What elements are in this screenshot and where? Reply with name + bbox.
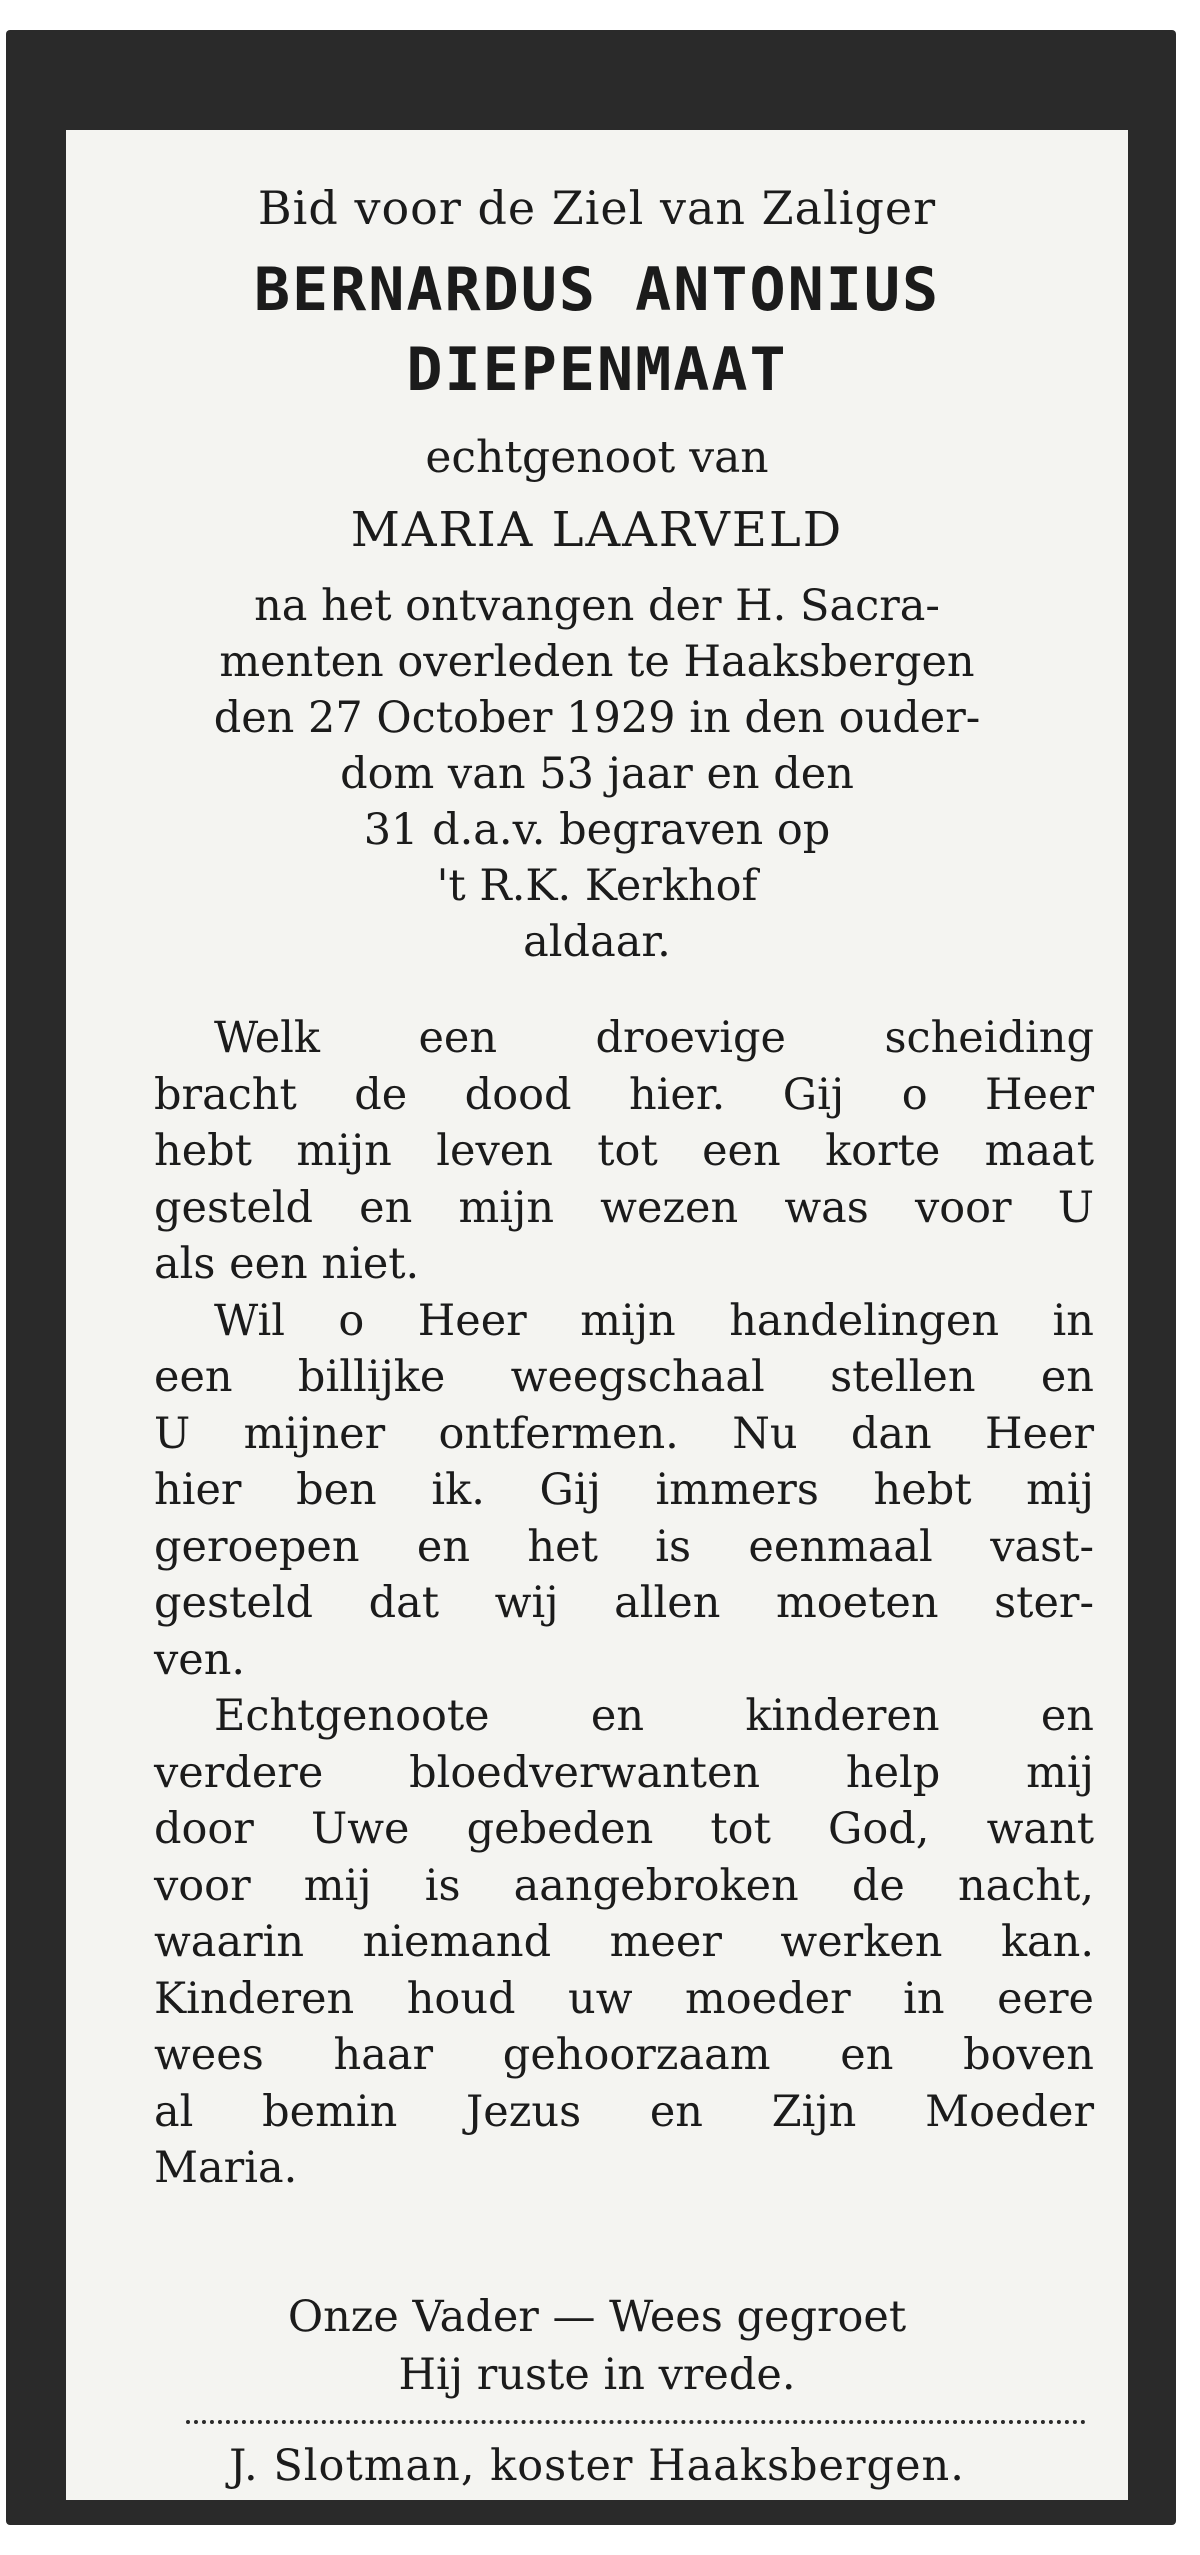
paragraph-line: door Uwe gebeden tot God, want [154,1804,1094,1854]
death-line: 't R.K. Kerkhof [436,861,758,911]
death-line: na het ontvangen der H. Sacra- [254,581,940,631]
paragraph-line: als een niet. [154,1239,420,1289]
paragraph-line: een billijke weegschaal stellen en [154,1352,1094,1402]
paragraph-line: Wil o Heer mijn handelingen in [214,1295,1094,1346]
paragraph-line: geroepen en het is eenmaal vast- [154,1521,1094,1572]
paragraph-line: gesteld dat wij allen moeten ster- [154,1578,1094,1628]
printer-credit: J. Slotman, koster Haaksbergen. [229,2441,965,2491]
death-line: dom van 53 jaar en den [340,749,854,799]
spouse-name: MARIA LAARVELD [350,502,844,558]
paragraph-line: Welk een droevige scheiding [214,1013,1094,1063]
paragraph-line: al bemin Jezus en Zijn Moeder [154,2086,1094,2137]
death-line: den 27 October 1929 in den ouder- [213,693,981,743]
paragraph-line: waarin niemand meer werken kan. [154,1917,1094,1967]
death-notice [66,578,1128,970]
paragraph-line: Kinderen houd uw moeder in eere [154,1973,1094,2024]
prayer-names: Onze Vader — Wees gegroet [287,2292,907,2342]
paragraph-line: gesteld en mijn wezen was voor U [154,1182,1094,1233]
prayer-text [154,1010,1094,2197]
intro-line: Bid voor de Ziel van Zaliger [257,181,937,235]
paragraph-line: bracht de dood hier. Gij o Heer [154,1069,1094,1120]
rest-in-peace: Hij ruste in vrede. [398,2350,796,2400]
spouse-label: echtgenoot van [425,432,769,483]
memorial-card-paper [66,130,1128,2500]
paragraph-3 [154,1688,1094,2197]
paragraph-line: Echtgenoote en kinderen en [214,1691,1094,1741]
deceased-name [66,250,1128,410]
dotted-divider [186,2420,1086,2424]
paragraph-line: hier ben ik. Gij immers hebt mij [154,1465,1094,1515]
paragraph-1 [154,1010,1094,1293]
paragraph-line: voor mij is aangebroken de nacht, [154,1860,1094,1911]
death-line: menten overleden te Haaksbergen [219,637,975,687]
paragraph-2 [154,1293,1094,1689]
death-line: aldaar. [523,917,671,967]
paragraph-line: U mijner ontfermen. Nu dan Heer [154,1408,1094,1459]
deceased-name-line-1: BERNARDUS ANTONIUS [253,255,941,325]
deceased-name-line-2: DIEPENMAAT [406,335,788,405]
paragraph-line: ven. [154,1634,246,1685]
paragraph-line: Maria. [154,2143,298,2193]
death-line: 31 d.a.v. begraven op [363,805,831,855]
paragraph-line: wees haar gehoorzaam en boven [154,2030,1094,2080]
paragraph-line: hebt mijn leven tot een korte maat [154,1126,1094,1176]
paragraph-line: verdere bloedverwanten help mij [154,1747,1094,1798]
memorial-card-border [6,30,1176,2525]
closing-prayers [66,2288,1128,2404]
